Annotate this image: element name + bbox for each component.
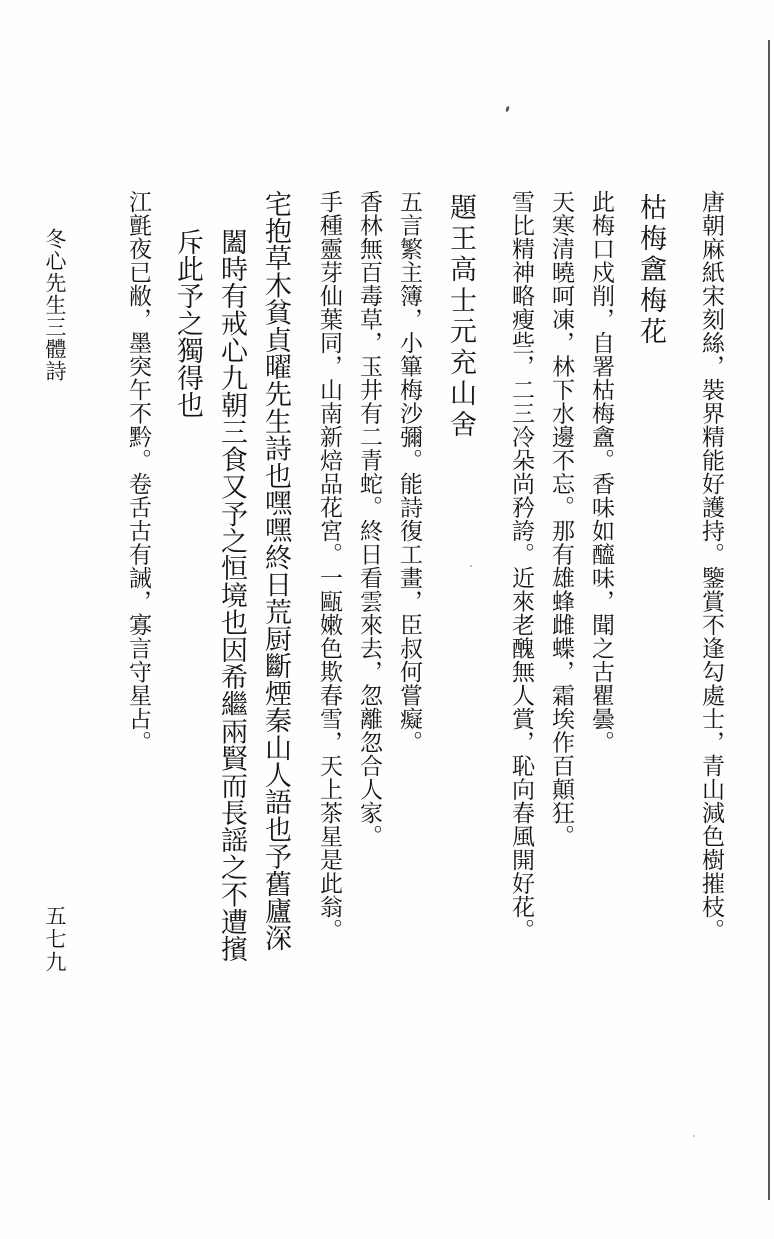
poem-line-4: 天寒清曉呵凍，林下水邊不忘。那有雄蜂雌蝶，霜埃作百顛狂。 bbox=[548, 190, 574, 848]
prose-line-10: 宅抱草木貧貞曜先生詩也嘿嘿終日荒厨斷煙秦山人語也予舊廬深 bbox=[260, 190, 291, 952]
poem-line-1: 唐朝麻紙宋刻絲，裝界精能好護持。鑒賞不逢勾處士，青山減色樹摧枝。 bbox=[698, 190, 724, 942]
poem-line-8: 香林無百毒草，玉井有二青蛇。終日看雲來去，忽離忽合人家。 bbox=[356, 190, 382, 848]
poem-line-3: 此梅口戍削，自署枯梅盦。香味如醯味，聞之古瞿曇。 bbox=[588, 190, 614, 754]
page-number: 五七九 bbox=[43, 905, 67, 974]
ink-speck bbox=[470, 565, 472, 567]
poem-title-wang: 題王高士元充山舍 bbox=[445, 193, 476, 441]
ink-speck bbox=[505, 106, 510, 113]
running-header: 冬心先生三體詩 bbox=[43, 228, 67, 382]
poem-line-7: 五言繁主簿，小篳梅沙彌。能詩復工畫，臣叔何嘗癡。 bbox=[396, 190, 422, 754]
prose-line-11: 闔時有戒心九朝三食又予之恒境也因希繼兩賢而長謡之不遭擯 bbox=[216, 228, 247, 963]
poem-line-5: 雪比精神略瘦些，二三冷朵尚矜誇。近來老醜無人賞，恥向春風開好花。 bbox=[508, 190, 534, 942]
poem-line-13: 江氈夜已敝，墨突午不黔。卷舌古有誡，寡言守星占。 bbox=[125, 190, 151, 754]
page-edge-line bbox=[768, 40, 770, 1200]
ink-speck bbox=[693, 1135, 695, 1137]
poem-title-kumeian: 枯梅盦梅花 bbox=[635, 193, 666, 348]
poem-line-9: 手種靈芽仙葉同，山南新焙品花宮。一甌嫩色欺春雪，天上茶星是此翁。 bbox=[316, 190, 342, 942]
prose-line-12: 斥此予之獨得也 bbox=[172, 228, 203, 419]
